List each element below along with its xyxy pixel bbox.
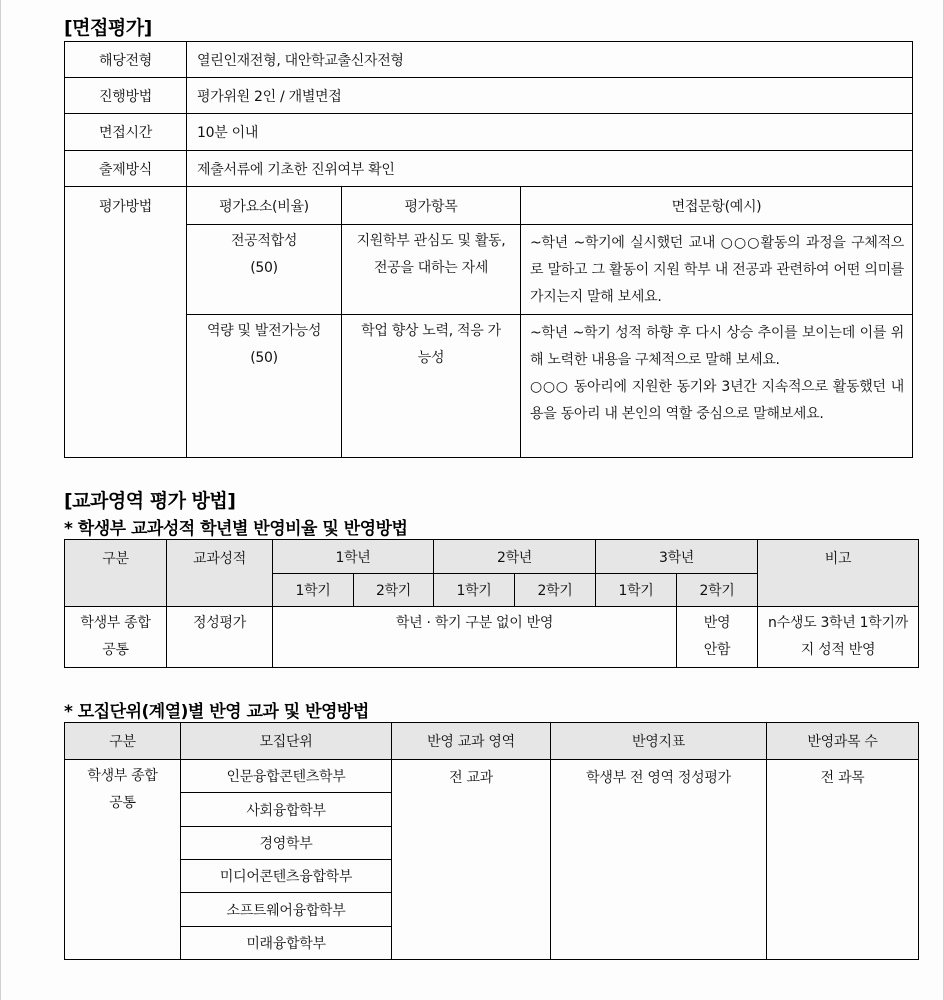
method-element-name: 전공적합성 bbox=[230, 233, 298, 249]
method-element-cell bbox=[187, 315, 342, 458]
grade-header-grades: 교과성적 bbox=[167, 540, 273, 607]
grade-row-reflected: 학년 · 학기 구분 없이 반영 bbox=[273, 607, 677, 668]
grade-header-year-3: 3학년 bbox=[596, 540, 758, 574]
recruitment-unit: 경영학부 bbox=[181, 827, 392, 860]
method-questions-cell bbox=[521, 225, 913, 315]
recruitment-unit: 미디어콘텐츠융합학부 bbox=[181, 860, 392, 893]
grade-header-semester: 1학기 bbox=[596, 574, 677, 607]
grade-reflection-table bbox=[64, 539, 919, 668]
unit-category: 학생부 종합 공통 bbox=[65, 760, 181, 960]
method-label: 평가방법 bbox=[65, 187, 187, 458]
method-criteria: 학업 향상 노력, 적응 가능성 bbox=[342, 315, 521, 458]
method-header-questions: 면접문항(예시) bbox=[521, 187, 913, 225]
interview-row-value: 평가위원 2인 / 개별면접 bbox=[187, 78, 913, 114]
unit-subject-area: 전 교과 bbox=[392, 760, 551, 960]
recruitment-unit: 사회융합학부 bbox=[181, 793, 392, 827]
method-element-name: 역량 및 발전가능성 bbox=[206, 323, 322, 339]
method-criteria: 지원학부 관심도 및 활동, 전공을 대하는 자세 bbox=[342, 225, 521, 315]
unit-subject-count: 전 과목 bbox=[767, 760, 919, 960]
grade-row-note: n수생도 3학년 1학기까지 성적 반영 bbox=[758, 607, 919, 668]
unit-header-subject-area: 반영 교과 영역 bbox=[392, 723, 551, 760]
grade-header-semester: 2학기 bbox=[515, 574, 596, 607]
unit-indicator: 학생부 전 영역 정성평가 bbox=[551, 760, 767, 960]
interview-section-title: [면접평가] bbox=[64, 17, 152, 39]
grade-header-category: 구분 bbox=[65, 540, 167, 607]
grade-header-note: 비고 bbox=[758, 540, 919, 607]
interview-question: ~학년 ~학기 성적 하향 후 다시 상승 추이를 보이는데 이를 위해 노력한 내용을 구체적으로 말해 보세요. bbox=[530, 325, 905, 368]
grade-header-year-1: 1학년 bbox=[273, 540, 434, 574]
interview-question: ~학년 ~학기에 실시했던 교내 ○○○활동의 과정을 구체적으로 말하고 그 활동이 지원 학부 내 전공과 관련하여 어떤 의미를 가지는지 말해 보세요. bbox=[530, 235, 905, 305]
interview-row-label: 해당전형 bbox=[65, 42, 187, 78]
interview-row-label: 면접시간 bbox=[65, 114, 187, 151]
interview-row-value: 열린인재전형, 대안학교출신자전형 bbox=[187, 42, 913, 78]
grade-header-semester: 1학기 bbox=[434, 574, 515, 607]
grade-row-category: 학생부 종합 공통 bbox=[65, 607, 167, 668]
grade-header-semester: 2학기 bbox=[354, 574, 434, 607]
recruitment-unit: 미래융합학부 bbox=[181, 927, 392, 960]
method-element-cell bbox=[187, 225, 342, 315]
grade-header-semester: 2학기 bbox=[677, 574, 758, 607]
unit-header-indicator: 반영지표 bbox=[551, 723, 767, 760]
method-element-ratio: (50) bbox=[250, 260, 278, 276]
grade-row-grades: 정성평가 bbox=[167, 607, 273, 668]
unit-header-category: 구분 bbox=[65, 723, 181, 760]
page-edge-left bbox=[0, 0, 1, 1000]
interview-row-label: 출제방식 bbox=[65, 151, 187, 187]
unit-header-subject-count: 반영과목 수 bbox=[767, 723, 919, 760]
grade-header-semester: 1학기 bbox=[273, 574, 354, 607]
grade-header-year-2: 2학년 bbox=[434, 540, 596, 574]
method-element-ratio: (50) bbox=[250, 350, 278, 366]
interview-table bbox=[64, 41, 913, 458]
unit-header-unit: 모집단위 bbox=[181, 723, 392, 760]
interview-row-value: 10분 이내 bbox=[187, 114, 913, 151]
recruitment-unit: 인문융합콘텐츠학부 bbox=[181, 760, 392, 793]
unit-table-subtitle: * 모집단위(계열)별 반영 교과 및 반영방법 bbox=[64, 702, 369, 722]
method-header-element: 평가요소(비율) bbox=[187, 187, 342, 225]
subject-area-section-title: [교과영역 평가 방법] bbox=[64, 490, 236, 512]
interview-row-value: 제출서류에 기초한 진위여부 확인 bbox=[187, 151, 913, 187]
interview-row-label: 진행방법 bbox=[65, 78, 187, 114]
method-questions-cell bbox=[521, 315, 913, 458]
interview-question: ○○○ 동아리에 지원한 동기와 3년간 지속적으로 활동했던 내용을 동아리 내 본인의 역할 중심으로 말해보세요. bbox=[530, 379, 905, 422]
grade-row-not-reflected: 반영 안함 bbox=[677, 607, 758, 668]
recruitment-unit: 소프트웨어융합학부 bbox=[181, 893, 392, 927]
recruitment-unit-table bbox=[64, 722, 919, 960]
grade-table-subtitle: * 학생부 교과성적 학년별 반영비율 및 반영방법 bbox=[64, 519, 408, 539]
method-header-criteria: 평가항목 bbox=[342, 187, 521, 225]
